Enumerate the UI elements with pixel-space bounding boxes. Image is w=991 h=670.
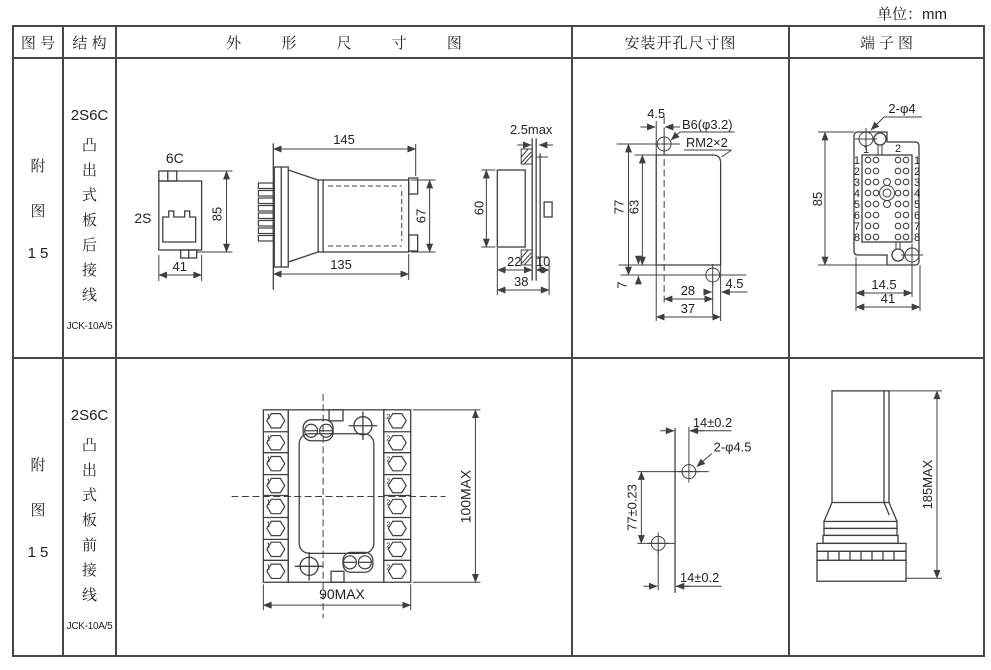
label-2s: 2S [134, 209, 152, 227]
row-num-right: 8 [914, 232, 921, 244]
label-hole-b6: B6(φ3.2) [681, 116, 733, 133]
dim-4-5-right: 4.5 [725, 275, 744, 292]
dim-37: 37 [680, 300, 696, 317]
mounting-drawing-row2 [573, 359, 788, 655]
hex-sup-left: 1 [266, 454, 271, 464]
hex-sup-right: 2 [386, 454, 391, 464]
hex-sup-right: 2 [386, 562, 391, 572]
row-num-right: 5 [914, 199, 921, 211]
dim-145: 145 [333, 131, 355, 148]
mounting-drawing-cell-row1 [573, 59, 790, 359]
dim-2-phi4: 2-φ4 [888, 101, 916, 116]
row-num-left: 2 [853, 166, 860, 178]
dim-41-terminal: 41 [880, 291, 896, 306]
row-num-left: 1 [853, 155, 860, 167]
dim-10: 10 [535, 253, 551, 270]
dim-67: 67 [413, 208, 429, 224]
col-label-1: 1 [862, 144, 870, 156]
dim-4-5-top: 4.5 [647, 105, 666, 122]
side-view [258, 132, 435, 289]
mounting-drawing-cell-row2 [573, 359, 790, 655]
row-num-right: 7 [914, 221, 921, 233]
row-num-left: 7 [853, 221, 860, 233]
outline-drawing-cell-row2 [117, 359, 573, 655]
hex-sup-left: 1 [266, 433, 271, 443]
fig-number: 15 [27, 244, 53, 262]
structure-text: 凸 出 式 板 前 接 线 [81, 437, 97, 604]
relay-side-silhouette [817, 391, 942, 581]
dim-60: 60 [471, 200, 487, 216]
hex-sup-right: 2 [386, 411, 391, 421]
hex-sup-right: 2 [386, 540, 391, 550]
row-num-left: 6 [853, 210, 860, 222]
terminal-drawing-cell-row1 [790, 59, 983, 359]
terminal-drawing-cell-row2 [790, 359, 983, 655]
panel-cutout-view [471, 122, 553, 295]
fig-number: 15 [27, 543, 53, 561]
header-structure: 结 构 [64, 27, 117, 59]
front-view [134, 150, 232, 281]
outline-drawing-cell-row1 [117, 59, 573, 359]
dim-14-top: 14±0.2 [692, 414, 733, 430]
dim-22: 22 [507, 253, 522, 270]
mounting-drawing-row1 [573, 59, 788, 357]
mounting-hole-view [612, 106, 748, 321]
mounting-hole-view [624, 415, 751, 592]
dim-185max: 185MAX [919, 459, 936, 510]
row-num-left: 4 [853, 188, 860, 200]
terminal-drawing-row1 [790, 59, 983, 357]
dim-85-terminal: 85 [810, 191, 825, 207]
hex-sup-right: 2 [386, 519, 391, 529]
dim-2-phi4-5: 2-φ4.5 [713, 439, 752, 455]
dim-14-bottom: 14±0.2 [680, 570, 720, 586]
dim-28: 28 [680, 282, 696, 299]
hex-sup-right: 2 [386, 476, 391, 486]
socket-front-view [231, 394, 480, 618]
structure-cell-row1 [64, 59, 117, 359]
hex-sup-left: 1 [266, 476, 271, 486]
dim-90max: 90MAX [319, 586, 365, 603]
dim-14-5: 14.5 [871, 277, 897, 292]
dim-63: 63 [626, 199, 642, 215]
hex-sup-left: 1 [266, 562, 271, 572]
dim-77: 77 [611, 199, 627, 215]
dim-135: 135 [330, 256, 352, 273]
row-num-left: 3 [853, 177, 860, 189]
dim-77-023: 77±0.23 [624, 484, 640, 531]
structure-text: 凸 出 式 板 后 接 线 [81, 137, 97, 304]
terminal-view [810, 101, 923, 311]
dim-100max: 100MAX [457, 469, 474, 524]
fig-no-cell-row1 [14, 59, 64, 359]
outline-drawing-row1 [117, 59, 571, 357]
label-rm2x2: RM2×2 [685, 134, 728, 151]
fig-char: 附 [30, 456, 46, 474]
row-num-right: 1 [914, 155, 921, 167]
hex-sup-left: 1 [266, 540, 271, 550]
row-num-right: 2 [914, 166, 921, 178]
header-terminal: 端子图 [790, 27, 983, 59]
fig-char: 图 [30, 501, 46, 519]
col-label-2: 2 [894, 143, 902, 155]
dim-38: 38 [514, 273, 529, 290]
fig-char: 附 [30, 157, 46, 175]
model-label: 2S6C [70, 107, 109, 124]
fig-char: 图 [30, 202, 46, 220]
unit-label: 单位：mm [877, 6, 947, 23]
row-num-left: 5 [853, 199, 860, 211]
model-label: 2S6C [70, 407, 109, 424]
dim-7: 7 [614, 281, 630, 289]
row-num-left: 8 [853, 232, 860, 244]
row-num-right: 3 [914, 177, 921, 189]
dim-41: 41 [172, 258, 187, 275]
product-code: JCK-10A/5 [66, 621, 113, 632]
label-6c: 6C [165, 149, 184, 167]
dim-2-5max: 2.5max [509, 121, 553, 138]
hex-sup-left: 1 [266, 497, 271, 507]
hex-sup-right: 2 [386, 433, 391, 443]
fig-no-cell-row2 [14, 359, 64, 655]
hex-sup-left: 1 [266, 411, 271, 421]
hex-sup-right: 2 [386, 497, 391, 507]
header-fig-no: 图 号 [14, 27, 64, 59]
terminal-drawing-row2 [790, 359, 983, 655]
spec-table [12, 25, 985, 657]
hex-sup-left: 1 [266, 519, 271, 529]
outline-drawing-row2 [117, 359, 571, 655]
row-num-right: 4 [914, 188, 921, 200]
header-mounting: 安装开孔尺寸图 [573, 27, 790, 59]
header-outline: 外 形 尺 寸 图 [117, 27, 573, 59]
row-num-right: 6 [914, 210, 921, 222]
dim-85: 85 [209, 206, 225, 222]
structure-cell-row2 [64, 359, 117, 655]
product-code: JCK-10A/5 [66, 321, 113, 332]
